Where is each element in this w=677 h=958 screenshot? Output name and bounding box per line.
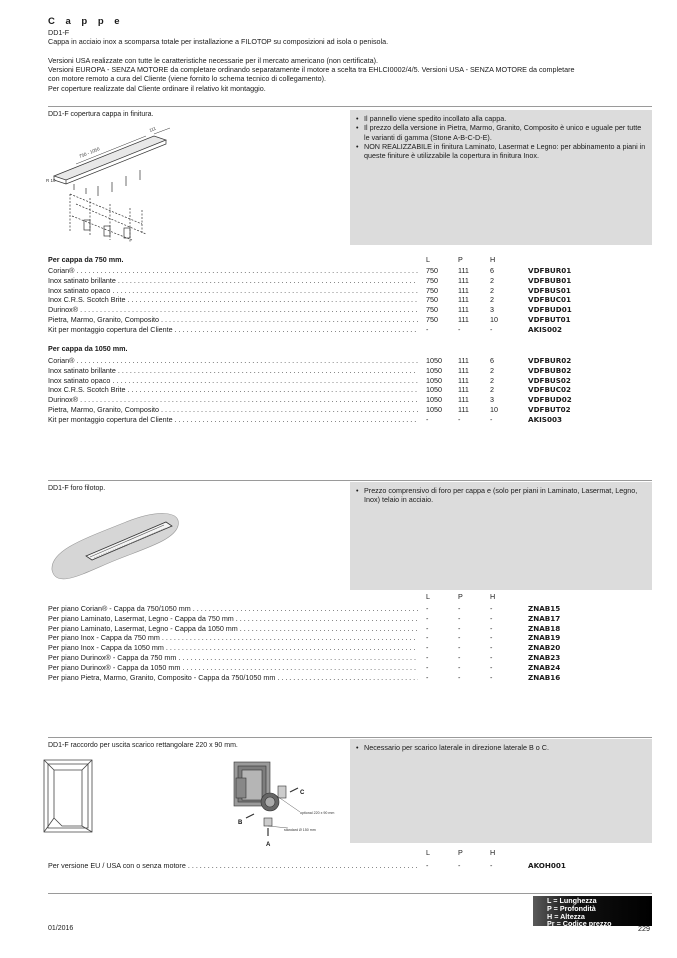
frame-drawing	[40, 756, 100, 844]
product-code: DD1-F	[48, 28, 70, 37]
table-row	[48, 295, 652, 305]
cell-height: 3	[490, 305, 494, 315]
row-description: Inox satinato brillante . . .	[48, 276, 418, 285]
intro-line: Versioni USA realizzate con tutte le caratteristiche necessarie per il mercato americano (non certificata).	[48, 55, 378, 65]
cell-height: 2	[490, 275, 494, 285]
row-description: Inox satinato opaco . . .	[48, 376, 418, 385]
cell-depth: -	[458, 662, 461, 672]
legend-item: Pr = Codice prezzo	[547, 919, 612, 929]
row-description: Kit per montaggio copertura del Cliente . . .	[48, 415, 418, 424]
filotop-hole-drawing	[46, 500, 186, 590]
col-h-header: H	[490, 848, 496, 857]
row-description: Per piano Laminato, Lasermat, Legno - Cappa da 750 mm . . .	[48, 614, 418, 623]
dimension-label: 111	[148, 125, 157, 133]
row-description: Inox satinato brillante . . .	[48, 366, 418, 375]
col-p-header: P	[458, 848, 463, 857]
footer-date: 01/2016	[48, 925, 74, 932]
cell-depth: -	[458, 414, 461, 424]
section3-label: DD1-F raccordo per uscita scarico rettangolare 220 x 90 mm.	[48, 742, 238, 749]
col-l-header: L	[426, 848, 430, 857]
cell-height: 2	[490, 285, 494, 295]
cell-length: -	[426, 662, 429, 672]
cell-length: -	[426, 633, 429, 643]
cell-depth: -	[458, 861, 461, 870]
section2-label: DD1-F foro filotop.	[48, 485, 106, 492]
row-description: Per piano Inox - Cappa da 750 mm . . .	[48, 633, 418, 642]
note-item: • Il pannello viene spedito incollato alla cappa.	[364, 114, 646, 123]
section2-notes	[350, 482, 652, 590]
table-row	[48, 673, 652, 683]
table-header	[48, 344, 652, 354]
cell-height: -	[490, 643, 493, 653]
cell-height: -	[490, 633, 493, 643]
hood-cover-drawing	[46, 124, 176, 248]
cell-code: ZNAB18	[528, 623, 561, 633]
cell-height: 10	[490, 405, 498, 414]
table-row	[48, 633, 652, 643]
cell-height: 3	[490, 395, 494, 405]
cell-height: -	[490, 672, 493, 682]
cell-length: 1050	[426, 395, 442, 405]
cell-depth: 111	[458, 275, 469, 285]
table-row	[48, 385, 652, 395]
table-row	[48, 305, 652, 315]
note-item: • NON REALIZZABILE in finitura Laminato, Lasermat e Legno: per abbinamento a piani in queste finiture è utilizzabile la copertura in finitura Inox.	[364, 142, 646, 161]
cell-code: VDFBUB02	[528, 365, 572, 375]
cell-code: ZNAB20	[528, 643, 561, 653]
cell-code: ZNAB19	[528, 633, 561, 643]
table-row	[48, 266, 652, 276]
cell-code: ZNAB15	[528, 604, 561, 613]
cell-length: 750	[426, 285, 438, 295]
legend-item: L = Lunghezza	[547, 896, 597, 905]
table-row	[48, 286, 652, 296]
cell-length: -	[426, 613, 429, 623]
table-row	[48, 604, 652, 614]
col-h-header: H	[490, 255, 496, 264]
cell-length: -	[426, 604, 429, 613]
row-description: Durinox® . . .	[48, 305, 418, 314]
cell-code: AKOH001	[528, 861, 566, 870]
cell-height: -	[490, 324, 493, 334]
cell-code: VDFBUD01	[528, 305, 572, 315]
table-row	[48, 405, 652, 415]
cell-length: 1050	[426, 385, 442, 395]
row-description: Corian® . . .	[48, 356, 418, 365]
cell-height: 2	[490, 295, 494, 305]
section-divider	[48, 737, 652, 738]
cell-code: VDFBUR01	[528, 266, 572, 275]
row-description: Per piano Pietra, Marmo, Granito, Composito - Cappa da 750/1050 mm . . .	[48, 673, 418, 682]
row-description: Inox C.R.S. Scotch Brite . . .	[48, 295, 418, 304]
cell-length: -	[426, 672, 429, 682]
cell-length: 750	[426, 275, 438, 285]
cell-length: -	[426, 653, 429, 662]
note-item: • Necessario per scarico laterale in direzione laterale B o C.	[364, 743, 646, 752]
cell-depth: -	[458, 604, 461, 613]
row-description: Per piano Durinox® - Cappa da 750 mm . . .	[48, 653, 418, 662]
cell-code: VDFBUB01	[528, 275, 572, 285]
dimension-label: 750 - 1050	[78, 146, 101, 159]
cell-code: VDFBUC01	[528, 295, 572, 305]
direction-c-label: C	[300, 790, 305, 796]
cell-depth: 111	[458, 285, 469, 295]
table-row	[48, 376, 652, 386]
row-description: Per piano Inox - Cappa da 1050 mm . . .	[48, 643, 418, 652]
legend-item: H = Altezza	[547, 911, 585, 921]
cell-length: 1050	[426, 365, 442, 375]
row-description: Corian® . . .	[48, 266, 418, 275]
cell-code: VDFBUS02	[528, 375, 571, 385]
cell-depth: -	[458, 672, 461, 682]
table-header	[48, 848, 652, 858]
table-row	[48, 315, 652, 325]
cell-length: 1050	[426, 375, 442, 385]
cell-depth: 111	[458, 405, 469, 414]
cell-depth: -	[458, 324, 461, 334]
col-p-header: P	[458, 255, 463, 264]
col-l-header: L	[426, 255, 430, 264]
table-row	[48, 366, 652, 376]
cell-depth: 111	[458, 295, 469, 305]
legend-item: P = Profondità	[547, 903, 596, 913]
cell-code: VDFBUD02	[528, 395, 572, 405]
cell-depth: -	[458, 633, 461, 643]
intro-line: Versioni EUROPA - SENZA MOTORE da completare ordinando separatamente il motore a scelta tra EHLCI0002/4/5. Versioni USA - SENZA MOTORE da completare	[48, 65, 575, 75]
cell-depth: 111	[458, 356, 469, 365]
page-number: 229	[638, 924, 650, 933]
table-row	[48, 276, 652, 286]
table-row	[48, 614, 652, 624]
table-row	[48, 415, 652, 425]
table-row	[48, 624, 652, 634]
row-description: Per piano Corian® - Cappa da 750/1050 mm . . .	[48, 604, 418, 613]
col-l-header: L	[426, 592, 430, 601]
cell-length: 1050	[426, 356, 442, 365]
cell-depth: 111	[458, 315, 469, 324]
cell-depth: -	[458, 643, 461, 653]
note-item: • Il prezzo della versione in Pietra, Marmo, Granito, Composito è unico e uguale per tutte le varianti di gamma (Stone A-B-C-D-E).	[364, 123, 646, 142]
cell-length: 1050	[426, 405, 442, 414]
section-divider	[48, 480, 652, 481]
cell-length: 750	[426, 315, 438, 324]
intro-line: con motore remoto a cura del Cliente (viene fornito lo schema tecnico di collegamento).	[48, 74, 327, 84]
cell-length: 750	[426, 266, 438, 275]
row-description: Per piano Laminato, Lasermat, Legno - Cappa da 1050 mm . . .	[48, 624, 418, 633]
cell-depth: 111	[458, 375, 469, 385]
cell-length: -	[426, 414, 429, 424]
cell-height: -	[490, 653, 493, 662]
cell-height: 2	[490, 375, 494, 385]
exhaust-fitting-drawing	[228, 756, 358, 852]
cell-height: 2	[490, 385, 494, 395]
table-row	[48, 643, 652, 653]
dimension-label: R 10	[46, 178, 56, 183]
row-description: Kit per montaggio copertura del Cliente . . .	[48, 325, 418, 334]
cell-height: -	[490, 662, 493, 672]
cell-code: ZNAB17	[528, 613, 561, 623]
cell-length: -	[426, 324, 429, 334]
table-row	[48, 325, 652, 335]
cell-depth: 111	[458, 305, 469, 315]
cell-code: VDFBUC02	[528, 385, 572, 395]
cell-height: -	[490, 623, 493, 633]
cell-depth: 111	[458, 395, 469, 405]
cell-height: -	[490, 414, 493, 424]
cell-height: 6	[490, 266, 494, 275]
cell-depth: -	[458, 623, 461, 633]
table-header	[48, 592, 652, 602]
cell-code: ZNAB23	[528, 653, 561, 662]
table-row	[48, 653, 652, 663]
table-header	[48, 255, 652, 265]
cell-length: -	[426, 623, 429, 633]
section3-notes	[350, 739, 652, 843]
cell-depth: 111	[458, 365, 469, 375]
group-title: Per cappa da 750 mm.	[48, 255, 124, 264]
cell-height: 6	[490, 356, 494, 365]
intro-block	[48, 28, 648, 93]
cell-code: VDFBUT02	[528, 405, 571, 414]
cell-length: 750	[426, 305, 438, 315]
row-description: Pietra, Marmo, Granito, Composito . . .	[48, 315, 418, 324]
cell-depth: 111	[458, 266, 469, 275]
cell-length: -	[426, 643, 429, 653]
section1-notes	[350, 110, 652, 245]
cell-length: -	[426, 861, 429, 870]
cell-depth: -	[458, 613, 461, 623]
cell-height: -	[490, 861, 493, 870]
intro-line: Cappa in acciaio inox a scomparsa totale per installazione a FILOTOP su composizioni ad isola o penisola.	[48, 37, 389, 47]
col-h-header: H	[490, 592, 496, 601]
cell-code: ZNAB24	[528, 662, 561, 672]
cell-height: 10	[490, 315, 498, 324]
table-row	[48, 663, 652, 673]
cell-height: 2	[490, 365, 494, 375]
table-row	[48, 395, 652, 405]
row-description: Per piano Durinox® - Cappa da 1050 mm . . .	[48, 663, 418, 672]
cell-depth: 111	[458, 385, 469, 395]
row-description: Per versione EU / USA con o senza motore . . .	[48, 861, 418, 870]
col-p-header: P	[458, 592, 463, 601]
row-description: Inox satinato opaco . . .	[48, 286, 418, 295]
cell-code: AKIS003	[528, 414, 562, 424]
direction-a-label: A	[266, 842, 271, 848]
cell-height: -	[490, 613, 493, 623]
option-label: standard Ø 150 mm	[284, 828, 316, 832]
cell-code: AKIS002	[528, 324, 562, 334]
cell-code: VDFBUR02	[528, 356, 572, 365]
intro-line: Per coperture realizzate dal Cliente ordinare il relativo kit montaggio.	[48, 83, 266, 93]
footer-divider	[48, 893, 652, 894]
row-description: Durinox® . . .	[48, 395, 418, 404]
cell-code: ZNAB16	[528, 672, 561, 682]
section1-label: DD1-F copertura cappa in finitura.	[48, 111, 154, 118]
option-label: optional 220 x 90 mm	[300, 811, 335, 815]
page-title: C a p p e	[48, 16, 124, 27]
table-row	[48, 356, 652, 366]
row-description: Pietra, Marmo, Granito, Composito . . .	[48, 405, 418, 414]
cell-depth: -	[458, 653, 461, 662]
cell-code: VDFBUS01	[528, 285, 571, 295]
section-divider	[48, 106, 652, 107]
note-item: • Prezzo comprensivo di foro per cappa e (solo per piani in Laminato, Lasermat, Legno, Inox) telaio in acciaio.	[364, 486, 646, 505]
cell-code: VDFBUT01	[528, 315, 571, 324]
direction-b-label: B	[238, 820, 243, 826]
group-title: Per cappa da 1050 mm.	[48, 344, 128, 353]
table-row	[48, 861, 652, 871]
row-description: Inox C.R.S. Scotch Brite . . .	[48, 385, 418, 394]
cell-length: 750	[426, 295, 438, 305]
cell-height: -	[490, 604, 493, 613]
